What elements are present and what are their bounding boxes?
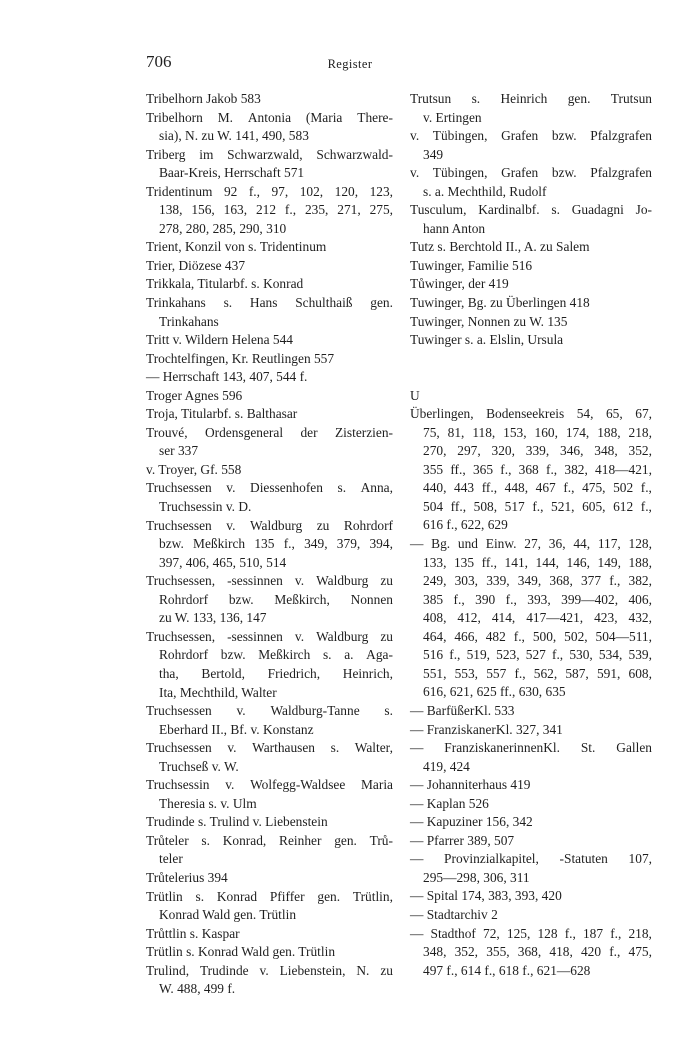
index-entry-line: Troja, Titularbf. s. Balthasar xyxy=(146,406,298,422)
index-entry xyxy=(410,294,652,313)
index-entry-line: 497 f., 614 f., 618 f., 621—628 xyxy=(423,962,591,978)
index-entry-line: Truchsessin v. D. xyxy=(159,499,252,515)
index-column-right xyxy=(410,90,652,980)
index-entry xyxy=(146,405,393,424)
index-entry xyxy=(146,331,393,350)
index-entry xyxy=(146,461,393,480)
index-entry-line: Tuwinger, Familie 516 xyxy=(410,257,533,273)
index-entry-line: Truchsessen v. Waldburg-Tanne s. xyxy=(146,703,393,719)
index-entry-line: Baar-Kreis, Herrschaft 571 xyxy=(159,165,305,181)
index-entry-line: 504 ff., 508, 517 f., 521, 605, 612 f., xyxy=(423,498,652,514)
index-entry-line: Truchsessen v. Diessenhofen s. Anna, xyxy=(146,480,393,496)
index-entry-line: ser 337 xyxy=(159,443,199,459)
index-entry-line: Tritt v. Wildern Helena 544 xyxy=(146,332,293,348)
index-entry-line: teler xyxy=(159,851,183,867)
index-entry-line: — Kaplan 526 xyxy=(410,795,489,811)
index-entry-line: Tribelhorn M. Antonia (Maria There- xyxy=(146,109,393,125)
index-entry-line: Trier, Diözese 437 xyxy=(146,257,246,273)
index-entry xyxy=(410,535,652,702)
index-entry-line: 464, 466, 482 f., 500, 502, 504—511, xyxy=(423,628,652,644)
index-entry xyxy=(410,925,652,981)
index-entry-line: 397, 406, 465, 510, 514 xyxy=(159,554,287,570)
index-entry xyxy=(146,146,393,183)
index-entry xyxy=(410,90,652,127)
index-column-left xyxy=(146,90,393,999)
index-entry xyxy=(410,739,652,776)
index-entry-line: bzw. Meßkirch 135 f., 349, 379, 394, xyxy=(159,536,393,552)
index-entry-line: Trient, Konzil von s. Tridentinum xyxy=(146,239,327,255)
index-entry xyxy=(146,572,393,628)
index-entry xyxy=(410,405,652,535)
index-entry-line: Trochtelfingen, Kr. Reutlingen 557 xyxy=(146,350,335,366)
index-entry xyxy=(146,813,393,832)
index-entry-line: 551, 553, 557 f., 562, 587, 591, 608, xyxy=(423,665,652,681)
index-entry-line: Tridentinum 92 f., 97, 102, 120, 123, xyxy=(146,183,393,199)
index-entry-line: Truchsessen, -sessinnen v. Waldburg zu xyxy=(146,573,393,589)
index-entry-line: — Pfarrer 389, 507 xyxy=(410,832,515,848)
index-entry xyxy=(146,739,393,776)
index-entry-line: sia), N. zu W. 141, 490, 583 xyxy=(159,128,309,144)
index-entry xyxy=(146,257,393,276)
index-entry xyxy=(410,776,652,795)
index-entry-line: — Johanniterhaus 419 xyxy=(410,777,531,793)
index-entry xyxy=(410,201,652,238)
index-entry-line: — Spital 174, 383, 393, 420 xyxy=(410,888,562,904)
index-entry-line: — FranziskanerKl. 327, 341 xyxy=(410,721,563,737)
index-entry xyxy=(410,238,652,257)
index-entry-line: Trouvé, Ordensgeneral der Zisterzien- xyxy=(146,424,393,440)
index-entry-line: hann Anton xyxy=(423,220,486,236)
index-entry xyxy=(146,869,393,888)
index-entry xyxy=(410,275,652,294)
index-entry-line: 419, 424 xyxy=(423,758,470,774)
index-entry-line: — FranziskanerinnenKl. St. Gallen xyxy=(410,740,652,756)
index-entry xyxy=(146,387,393,406)
index-entry-line: Trinkahans s. Hans Schulthaiß gen. xyxy=(146,295,393,311)
index-entry-line: 349 xyxy=(423,146,444,162)
index-entry-line: Tutz s. Berchtold II., A. zu Salem xyxy=(410,239,590,255)
index-entry-line: 440, 443 ff., 448, 467 f., 475, 502 f., xyxy=(423,480,652,496)
index-entry-line: 616 f., 622, 629 xyxy=(423,517,508,533)
index-entry-line: Trulind, Trudinde v. Liebenstein, N. zu xyxy=(146,962,393,978)
index-entry-line: Rohrdorf bzw. Meßkirch, Nonnen xyxy=(159,591,393,607)
index-entry xyxy=(410,313,652,332)
index-entry-line: Theresia s. v. Ulm xyxy=(159,795,257,811)
index-entry-line: Trütlin s. Konrad Wald gen. Trütlin xyxy=(146,944,336,960)
index-entry xyxy=(146,238,393,257)
index-entry-line: — Herrschaft 143, 407, 544 f. xyxy=(146,369,308,385)
index-entry-line: Tusculum, Kardinalbf. s. Guadagni Jo- xyxy=(410,202,652,218)
index-entry-line: — Provinzialkapitel, -Statuten 107, xyxy=(410,851,652,867)
index-entry-line: 249, 303, 339, 349, 368, 377 f., 382, xyxy=(423,573,652,589)
index-entry-line: Tuwinger, Nonnen zu W. 135 xyxy=(410,313,568,329)
index-entry xyxy=(410,832,652,851)
index-entry xyxy=(410,887,652,906)
index-entry xyxy=(146,628,393,702)
index-entry xyxy=(146,925,393,944)
index-entry-line: Troger Agnes 596 xyxy=(146,387,243,403)
index-entry-line: Truchsessin v. Wolfegg-Waldsee Maria xyxy=(146,777,393,793)
index-entry-line: Rohrdorf bzw. Meßkirch s. a. Aga- xyxy=(159,647,393,663)
index-entry-line: 270, 297, 320, 339, 346, 348, 352, xyxy=(423,443,652,459)
index-entry-line: 295—298, 306, 311 xyxy=(423,869,530,885)
index-entry xyxy=(410,850,652,887)
index-entry-line: 133, 135 ff., 141, 144, 146, 149, 188, xyxy=(423,554,652,570)
index-entry xyxy=(146,943,393,962)
running-head: Register xyxy=(327,57,373,71)
index-entry-line: Trinkahans xyxy=(159,313,219,329)
index-entry-line: s. a. Mechthild, Rudolf xyxy=(423,183,547,199)
index-entry-line: Tribelhorn Jakob 583 xyxy=(146,91,261,106)
index-entry-line: Überlingen, Bodenseekreis 54, 65, 67, xyxy=(410,406,652,422)
index-entry xyxy=(146,183,393,239)
index-entry-line: Trutsun s. Heinrich gen. Trutsun xyxy=(410,91,652,106)
index-entry xyxy=(410,164,652,201)
section-letter: U xyxy=(410,387,420,403)
index-entry-line: 138, 156, 163, 212 f., 235, 271, 275, xyxy=(159,202,393,218)
index-entry-line: 516 f., 519, 523, 527 f., 530, 534, 539, xyxy=(423,647,652,663)
index-entry-line: 278, 280, 285, 290, 310 xyxy=(159,220,287,236)
index-entry-line: v. Troyer, Gf. 558 xyxy=(146,461,242,477)
index-entry xyxy=(146,368,393,387)
index-entry-line: Ita, Mechthild, Walter xyxy=(159,684,277,700)
index-entry-line: Trütlin s. Konrad Pfiffer gen. Trütlin, xyxy=(146,888,393,904)
index-entry-line: v. Ertingen xyxy=(423,109,482,125)
index-entry xyxy=(146,275,393,294)
index-entry xyxy=(410,127,652,164)
index-entry-line: Trůttlin s. Kaspar xyxy=(146,925,240,941)
index-entry-line: Truchsessen v. Warthausen s. Walter, xyxy=(146,740,393,756)
index-entry xyxy=(146,90,393,109)
index-entry-line: 385 f., 390 f., 393, 399—402, 406, xyxy=(423,591,652,607)
index-entry xyxy=(146,702,393,739)
index-entry xyxy=(410,702,652,721)
index-entry-line: 75, 81, 118, 153, 160, 174, 188, 218, xyxy=(423,424,652,440)
index-entry xyxy=(146,888,393,925)
index-entry-line: Trůteler s. Konrad, Reinher gen. Trů- xyxy=(146,832,393,848)
index-entry xyxy=(410,721,652,740)
index-entry-line: Trikkala, Titularbf. s. Konrad xyxy=(146,276,304,292)
index-entry xyxy=(146,350,393,369)
index-entry xyxy=(410,906,652,925)
index-entry-line: Tuwinger, Bg. zu Überlingen 418 xyxy=(410,295,590,311)
index-entry-line: — BarfüßerKl. 533 xyxy=(410,702,515,718)
index-entry-line: — Stadthof 72, 125, 128 f., 187 f., 218, xyxy=(410,925,652,941)
index-entry-line: — Kapuziner 156, 342 xyxy=(410,814,533,830)
index-entry xyxy=(146,962,393,999)
index-entry-line: v. Tübingen, Grafen bzw. Pfalzgrafen xyxy=(410,165,652,181)
index-entry xyxy=(146,776,393,813)
index-entry-line: Truchsessen v. Waldburg zu Rohrdorf xyxy=(146,517,393,533)
index-entry-line: v. Tübingen, Grafen bzw. Pfalzgrafen xyxy=(410,128,652,144)
index-entry xyxy=(146,517,393,573)
index-entry-line: Truchseß v. W. xyxy=(159,758,239,774)
index-entry-line: 348, 352, 355, 368, 418, 420 f., 475, xyxy=(423,944,652,960)
index-entry-line: tha, Bertold, Friedrich, Heinrich, xyxy=(159,665,393,681)
index-entry xyxy=(146,424,393,461)
index-entry xyxy=(146,109,393,146)
index-entry-line: 408, 412, 414, 417—421, 423, 432, xyxy=(423,610,652,626)
index-entry-line: Konrad Wald gen. Trütlin xyxy=(159,907,297,923)
index-entry-line: Tuwinger s. a. Elslin, Ursula xyxy=(410,332,564,348)
index-entry-line: Trůtelerius 394 xyxy=(146,869,228,885)
index-entry xyxy=(410,257,652,276)
index-entry xyxy=(146,479,393,516)
index-entry xyxy=(410,795,652,814)
index-entry-line: 616, 621, 625 ff., 630, 635 xyxy=(423,684,566,700)
index-entry-line: 355 ff., 365 f., 368 f., 382, 418—421, xyxy=(423,461,652,477)
index-entry-line: Tůwinger, der 419 xyxy=(410,276,509,292)
index-entry-line: — Stadtarchiv 2 xyxy=(410,906,498,922)
index-entry-line: Truchsessen, -sessinnen v. Waldburg zu xyxy=(146,628,393,644)
index-entry-line: zu W. 133, 136, 147 xyxy=(159,610,267,626)
index-entry xyxy=(146,832,393,869)
index-entry xyxy=(410,331,652,350)
index-entry-line: — Bg. und Einw. 27, 36, 44, 117, 128, xyxy=(410,536,652,552)
index-entry-line: W. 488, 499 f. xyxy=(159,981,236,997)
index-entry-line: Trudinde s. Trulind v. Liebenstein xyxy=(146,814,328,830)
index-entry-line: Triberg im Schwarzwald, Schwarzwald- xyxy=(146,146,393,162)
index-entry xyxy=(410,813,652,832)
page-number: 706 xyxy=(146,52,172,71)
index-entry-line: Eberhard II., Bf. v. Konstanz xyxy=(159,721,314,737)
index-entry xyxy=(146,294,393,331)
